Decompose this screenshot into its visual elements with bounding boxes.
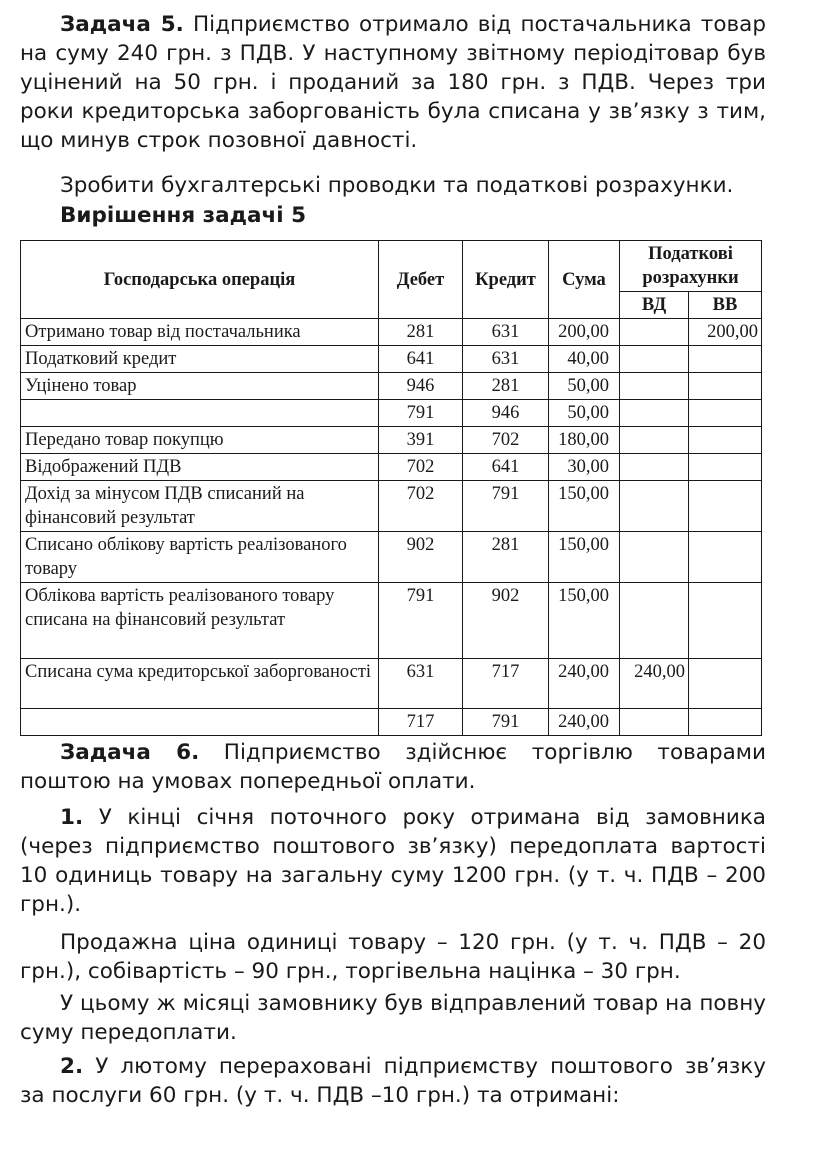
cell-operation: Відображений ПДВ bbox=[21, 454, 379, 481]
cell-vv bbox=[689, 346, 762, 373]
cell-operation bbox=[21, 400, 379, 427]
table-row bbox=[21, 427, 762, 454]
table-row bbox=[21, 346, 762, 373]
cell-debit: 631 bbox=[379, 659, 463, 709]
task5-instruction: Зробити бухгалтерські проводки та податкові розрахунки. bbox=[60, 173, 734, 198]
table-row bbox=[21, 373, 762, 400]
header-tax: Податкові розрахунки bbox=[620, 241, 762, 292]
cell-operation: Передано товар покупцю bbox=[21, 427, 379, 454]
cell-operation: Уцінено товар bbox=[21, 373, 379, 400]
cell-vd bbox=[620, 427, 689, 454]
cell-credit: 902 bbox=[463, 583, 549, 659]
cell-vv bbox=[689, 532, 762, 583]
task6-point1-number: 1. bbox=[60, 805, 84, 830]
solution-heading: Вирішення задачі 5 bbox=[60, 203, 307, 228]
table-row bbox=[21, 532, 762, 583]
cell-operation: Отримано товар від постачальника bbox=[21, 319, 379, 346]
cell-operation: Дохід за мінусом ПДВ списаний на фінансовий результат bbox=[21, 481, 379, 532]
cell-vd bbox=[620, 532, 689, 583]
task5-title: Задача 5. bbox=[60, 12, 184, 37]
cell-amount: 150,00 bbox=[549, 481, 620, 532]
cell-vd bbox=[620, 319, 689, 346]
task5-paragraph bbox=[20, 10, 766, 155]
cell-vd bbox=[620, 583, 689, 659]
cell-credit: 631 bbox=[463, 346, 549, 373]
cell-vv bbox=[689, 427, 762, 454]
cell-vd bbox=[620, 346, 689, 373]
task6-title: Задача 6. bbox=[60, 740, 200, 765]
cell-credit: 281 bbox=[463, 373, 549, 400]
cell-credit: 717 bbox=[463, 659, 549, 709]
task6-paragraph bbox=[20, 738, 766, 796]
cell-operation: Облікова вартість реалізованого товару списана на фінансовий результат bbox=[21, 583, 379, 659]
cell-debit: 717 bbox=[379, 709, 463, 736]
table-row bbox=[21, 659, 762, 709]
task6-text: Підприємство здійснює торгівлю товарами поштою на умовах попередньої оплати. bbox=[20, 740, 766, 794]
cell-vd: 240,00 bbox=[620, 659, 689, 709]
header-amount: Сума bbox=[549, 241, 620, 319]
cell-vd bbox=[620, 400, 689, 427]
cell-amount: 200,00 bbox=[549, 319, 620, 346]
header-operation: Господарська операція bbox=[21, 241, 379, 319]
cell-debit: 791 bbox=[379, 400, 463, 427]
operations-table bbox=[20, 240, 762, 736]
cell-vv: 200,00 bbox=[689, 319, 762, 346]
cell-credit: 702 bbox=[463, 427, 549, 454]
cell-vv bbox=[689, 454, 762, 481]
cell-vv bbox=[689, 709, 762, 736]
task6-point2-text: У лютому перераховані підприємству поштового зв’язку за послуги 60 грн. (у т. ч. ПДВ –10 грн.) та отримані: bbox=[20, 1054, 766, 1108]
cell-amount: 240,00 bbox=[549, 659, 620, 709]
table-row bbox=[21, 319, 762, 346]
cell-amount: 150,00 bbox=[549, 583, 620, 659]
cell-vv bbox=[689, 400, 762, 427]
cell-credit: 791 bbox=[463, 709, 549, 736]
cell-vv bbox=[689, 583, 762, 659]
cell-vv bbox=[689, 481, 762, 532]
cell-debit: 391 bbox=[379, 427, 463, 454]
cell-amount: 50,00 bbox=[549, 400, 620, 427]
cell-credit: 631 bbox=[463, 319, 549, 346]
cell-debit: 902 bbox=[379, 532, 463, 583]
header-debit: Дебет bbox=[379, 241, 463, 319]
task6-price-paragraph: Продажна ціна одиниці товару – 120 грн. (у т. ч. ПДВ – 20 грн.), собівартість – 90 грн., торгівельна націнка – 30 грн. bbox=[20, 930, 766, 984]
cell-vv bbox=[689, 373, 762, 400]
cell-vv bbox=[689, 659, 762, 709]
cell-debit: 946 bbox=[379, 373, 463, 400]
task6-point1 bbox=[20, 803, 766, 919]
cell-credit: 946 bbox=[463, 400, 549, 427]
cell-credit: 641 bbox=[463, 454, 549, 481]
cell-debit: 641 bbox=[379, 346, 463, 373]
cell-operation: Списано облікову вартість реалізованого товару bbox=[21, 532, 379, 583]
cell-vd bbox=[620, 454, 689, 481]
table-row bbox=[21, 481, 762, 532]
cell-vd bbox=[620, 481, 689, 532]
cell-debit: 702 bbox=[379, 481, 463, 532]
task6-point2-number: 2. bbox=[60, 1054, 84, 1079]
cell-amount: 240,00 bbox=[549, 709, 620, 736]
cell-amount: 40,00 bbox=[549, 346, 620, 373]
table-row bbox=[21, 583, 762, 659]
table-row bbox=[21, 454, 762, 481]
cell-debit: 702 bbox=[379, 454, 463, 481]
task6-point2 bbox=[20, 1052, 766, 1110]
solution-heading-paragraph bbox=[20, 201, 766, 230]
cell-debit: 281 bbox=[379, 319, 463, 346]
task6-point1-text: У кінці січня поточного року отримана від замовника (через підприємство поштового зв’язку) передоплата вартості 10 одиниць товару на загальну суму 1200 грн. (у т. ч. ПДВ – 200 грн.). bbox=[20, 805, 766, 917]
cell-operation bbox=[21, 709, 379, 736]
table-row bbox=[21, 709, 762, 736]
cell-amount: 50,00 bbox=[549, 373, 620, 400]
header-vv: ВВ bbox=[689, 292, 762, 319]
cell-credit: 791 bbox=[463, 481, 549, 532]
cell-vd bbox=[620, 373, 689, 400]
task6-shipment-paragraph: У цьому ж місяці замовнику був відправлений товар на повну суму передоплати. bbox=[20, 991, 766, 1045]
cell-amount: 180,00 bbox=[549, 427, 620, 454]
cell-amount: 150,00 bbox=[549, 532, 620, 583]
cell-debit: 791 bbox=[379, 583, 463, 659]
task5-text: Підприємство отримало від постачальника товар на суму 240 грн. з ПДВ. У наступному звітному періодітовар був уцінений на 50 грн. і проданий за 180 грн. з ПДВ. Через три роки кредиторська заборгованість була списана у зв’язку з тим, що минув строк позовної давності. bbox=[20, 12, 766, 153]
cell-credit: 281 bbox=[463, 532, 549, 583]
header-vd: ВД bbox=[620, 292, 689, 319]
header-credit: Кредит bbox=[463, 241, 549, 319]
cell-amount: 30,00 bbox=[549, 454, 620, 481]
table-row bbox=[21, 400, 762, 427]
cell-vd bbox=[620, 709, 689, 736]
cell-operation: Податковий кредит bbox=[21, 346, 379, 373]
cell-operation: Списана сума кредиторської заборгованості bbox=[21, 659, 379, 709]
